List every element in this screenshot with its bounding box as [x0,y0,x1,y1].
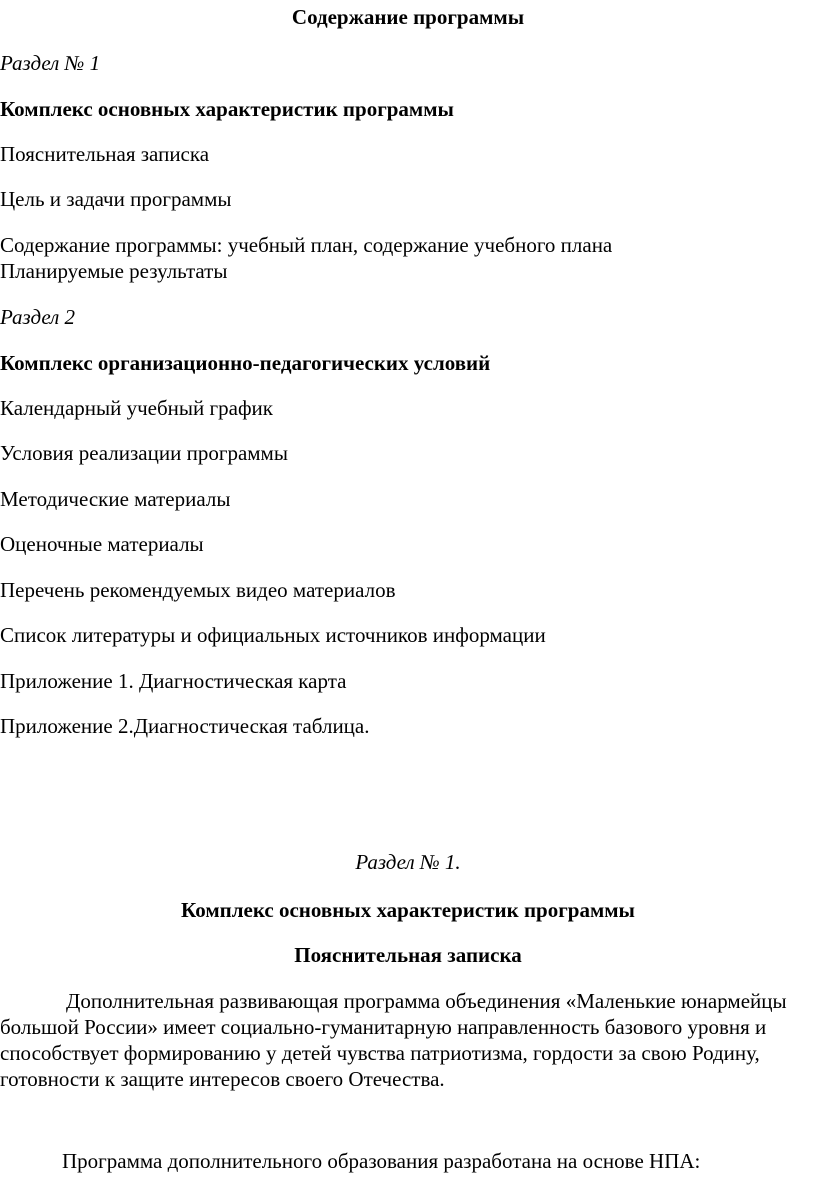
toc-item: Планируемые результаты [0,259,228,283]
toc-item: Календарный учебный график [0,396,273,420]
body-paragraph-2: Программа дополнительного образования разработана на основе НПА: [62,1149,701,1173]
toc-item: Пояснительная записка [0,142,210,166]
toc-item: Приложение 1. Диагностическая карта [0,669,347,693]
toc-section1-title: Комплекс основных характеристик программы [0,97,454,121]
toc-item: Оценочные материалы [0,532,204,556]
toc-item: Условия реализации программы [0,441,288,465]
toc-item: Цель и задачи программы [0,187,232,211]
toc-item: Содержание программы: учебный план, содержание учебного плана [0,233,613,257]
body-section-title: Комплекс основных характеристик программы [181,898,635,922]
toc-section2-title: Комплекс организационно-педагогических условий [0,351,491,375]
toc-item: Список литературы и официальных источников информации [0,623,546,647]
toc-item: Методические материалы [0,487,231,511]
toc-title: Содержание программы [291,5,525,29]
toc-section1-label: Раздел № 1 [0,51,101,75]
toc-item: Приложение 2.Диагностическая таблица. [0,714,370,738]
body-subtitle: Пояснительная записка [294,943,522,967]
toc-section2-label: Раздел 2 [0,305,76,329]
toc-item: Перечень рекомендуемых видео материалов [0,578,396,602]
body-paragraph-1: Дополнительная развивающая программа объединения «Маленькие юнармейцы большой России» имеет социально-гуманитарную направленность базового уровня и способствует формированию у детей чувства патриотизма, гордости за свою Родину, готовности к защите интересов своего Отечества. [0,989,787,1091]
body-section-label: Раздел № 1. [355,850,461,874]
